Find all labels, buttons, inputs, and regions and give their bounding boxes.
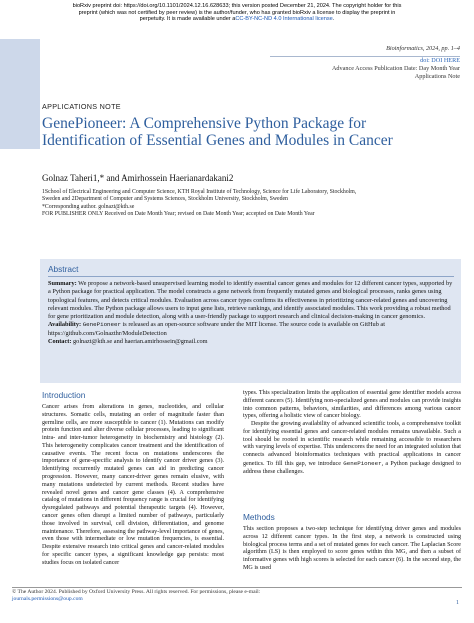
methods-heading: Methods: [243, 512, 275, 522]
license-link[interactable]: CC-BY-NC-ND 4.0 International license: [235, 16, 333, 23]
contact-label: Contact:: [48, 338, 72, 346]
author-list: [42, 173, 233, 183]
abstract-heading: Abstract: [48, 264, 79, 274]
corresponding-author: *Corresponding author. golnazt@kth.se: [42, 203, 135, 210]
preprint-line-3: [12, 16, 462, 23]
journal-name: Bioinformatics, 2024, pp. 1–4: [386, 45, 460, 52]
intro-p2-after: , a Python package designed to address these challenges.: [243, 461, 462, 475]
availability-label: Availability:: [48, 321, 82, 329]
abstract-contact: [48, 338, 456, 346]
summary-text: We propose a network-based unsupervised learning model to identify essential cancer genes and modules for 12 different cancer types, supported by a Python package for practical application. The model constructs a gene network from frequently mutated genes and biological processes, ranks genes using topological features, and detects critical modules. Evaluation across cancer types confirms its effectiveness in prioritizing cancer-related genes and uncovering relevant modules. The Python package allows users to input gene lists, retrieve rankings, and identify associated modules. This work providing a robust method for gene prioritization and module detection, along with a user-friendly package to support research and clinical decision-making in cancer genomics.: [48, 280, 453, 321]
affiliation-line: Sweden and 2Department of Computer and Systems Sciences, Stockholm University, Stockholm, Sweden: [42, 196, 288, 203]
abstract-body: [48, 280, 456, 346]
preprint-notice: [12, 3, 462, 23]
preprint-line-3-end: .: [332, 16, 335, 23]
footer-rule: [12, 587, 462, 588]
journal-header: [270, 45, 460, 81]
methods-paragraph: This section proposes a two-step technique for identifying driver genes and modules across 12 different cancer types. In the first step, a network is constructed using biological process terms and a set of mutated genes for each cancer. The Laplacian Score algorithm (LS) is then employed to score genes within this MG, and then a subset of informative genes with high scores is selected for each cancer (6). In the second step, the MG is used: [243, 526, 461, 571]
intro-paragraph-2: [243, 421, 461, 476]
footer: [12, 589, 452, 602]
header-rule: [270, 56, 460, 57]
doi-label[interactable]: doi: DOI HERE: [420, 57, 460, 64]
publisher-dates: FOR PUBLISHER ONLY Received on Date Month Year; revised on Date Month Year; accepted on Date Month Year: [42, 211, 315, 218]
article-type: APPLICATIONS NOTE: [42, 102, 121, 111]
availability-text: is released as an open-source software under the MIT license. The source code is available on GitHub at https://github.com/Golnazthr/ModuleDetection: [48, 321, 385, 337]
right-column-text: [243, 390, 461, 477]
contact-text: golnazt@kth.se and haerian.amirhossein@gmail.com: [73, 338, 208, 346]
intro-p2-before: Despite the growing availability of advanced scientific tools, a comprehensive toolkit for identifying essential genes and cancer-related modules remains unavailable. Such a tool should be rooted in scientific research while remaining accessible to researchers with varying levels of expertise. This underscores the need for an integrated solution that connects advanced bioinformatics techniques with practical applications in cancer genetics. To fill this gap, we introduce: [243, 421, 461, 468]
preprint-line-1: bioRxiv preprint doi: https://doi.org/10.1101/2024.12.16.628633; this version posted December 21, 2024. The copyright holder for this: [72, 3, 402, 9]
introduction-column: [42, 404, 224, 567]
decorative-side-block: [0, 39, 40, 149]
package-name: GenePioneer: [82, 321, 121, 329]
intro-paragraph-cont: types. This specialization limits the application of essential gene identifier models across different cancers (5). Identifying non-specialized genes and modules can provide insights into common patterns, behaviors, similarities, and differences among various cancer types, offering a holistic view of cancer biology.: [243, 390, 461, 420]
summary-label: Summary:: [48, 280, 77, 287]
methods-column: [243, 526, 461, 573]
page-number: 1: [456, 600, 459, 606]
preprint-line-2: preprint (which was not certified by peer review) is the author/funder, who has granted bioRxiv a license to display the preprint in: [78, 9, 396, 16]
affiliation-line: 1School of Electrical Engineering and Computer Science, KTH Royal Institute of Technology, Science for Life Laboratory, Stockholm,: [42, 189, 357, 195]
introduction-heading: Introduction: [42, 390, 86, 400]
abstract-availability: [48, 321, 456, 338]
authors-text: Golnaz Taheri1,* and Amirhossein Haerianardakani2: [42, 173, 234, 183]
publication-date: Advance Access Publication Date: Day Month Year: [331, 65, 460, 72]
abstract-rule: [48, 276, 454, 277]
preprint-line-3-text: perpetuity. It is made available under a: [139, 16, 236, 23]
package-name-inline: GenePioneer: [343, 460, 382, 468]
permissions-email[interactable]: journals.permissions@oup.com: [12, 595, 83, 602]
article-category: Applications Note: [414, 73, 460, 80]
introduction-paragraph: Cancer arises from alterations in genes, nucleotides, and cellular structures. Somatic cells, mutating an order of magnitude faster than germline cells, are more susceptible to cancer (1). Mutations can modify protein function and alter diverse cellular processes, leading to significant intra- and inter-tumor heterogeneity in biochemistry and histology (2). This heterogeneity complicates cancer treatment and the identification of causative events. The recent focus on mutations underscores the importance of gene-specific analysis to identify cancer driver genes (3). Identifying recurrently mutated genes can aid in predicting cancer progression. However, many cancer-driver genes remain elusive, with many mutations undetected by current methods. Recent studies have revealed novel genes and cancer gene classes (4). A comprehensive catalog of mutations in different frequency range is crucial for identifying dysregulated pathways and potential therapeutic targets (4). However, cancer genes often disrupt a limited number of pathways, particularly those involved in survival, cell division, differentiation, and genome maintenance. Therefore, assessing the pathway-level importance of genes, even those with intermediate or low mutation frequencies, is essential. Despite extensive research into critical genes and cancer-related modules for specific cancer types, a significant knowledge gap persists: most studies focus on isolated cancer: [42, 404, 224, 566]
copyright-notice: © The Author 2024. Published by Oxford University Press. All rights reserved. For permissions, please e-mail:: [12, 589, 261, 595]
abstract-summary: [48, 280, 456, 321]
paper-title: GenePioneer: A Comprehensive Python Package for Identification of Essential Genes and Modules in Cancer: [42, 115, 393, 149]
affiliations: [42, 189, 462, 219]
